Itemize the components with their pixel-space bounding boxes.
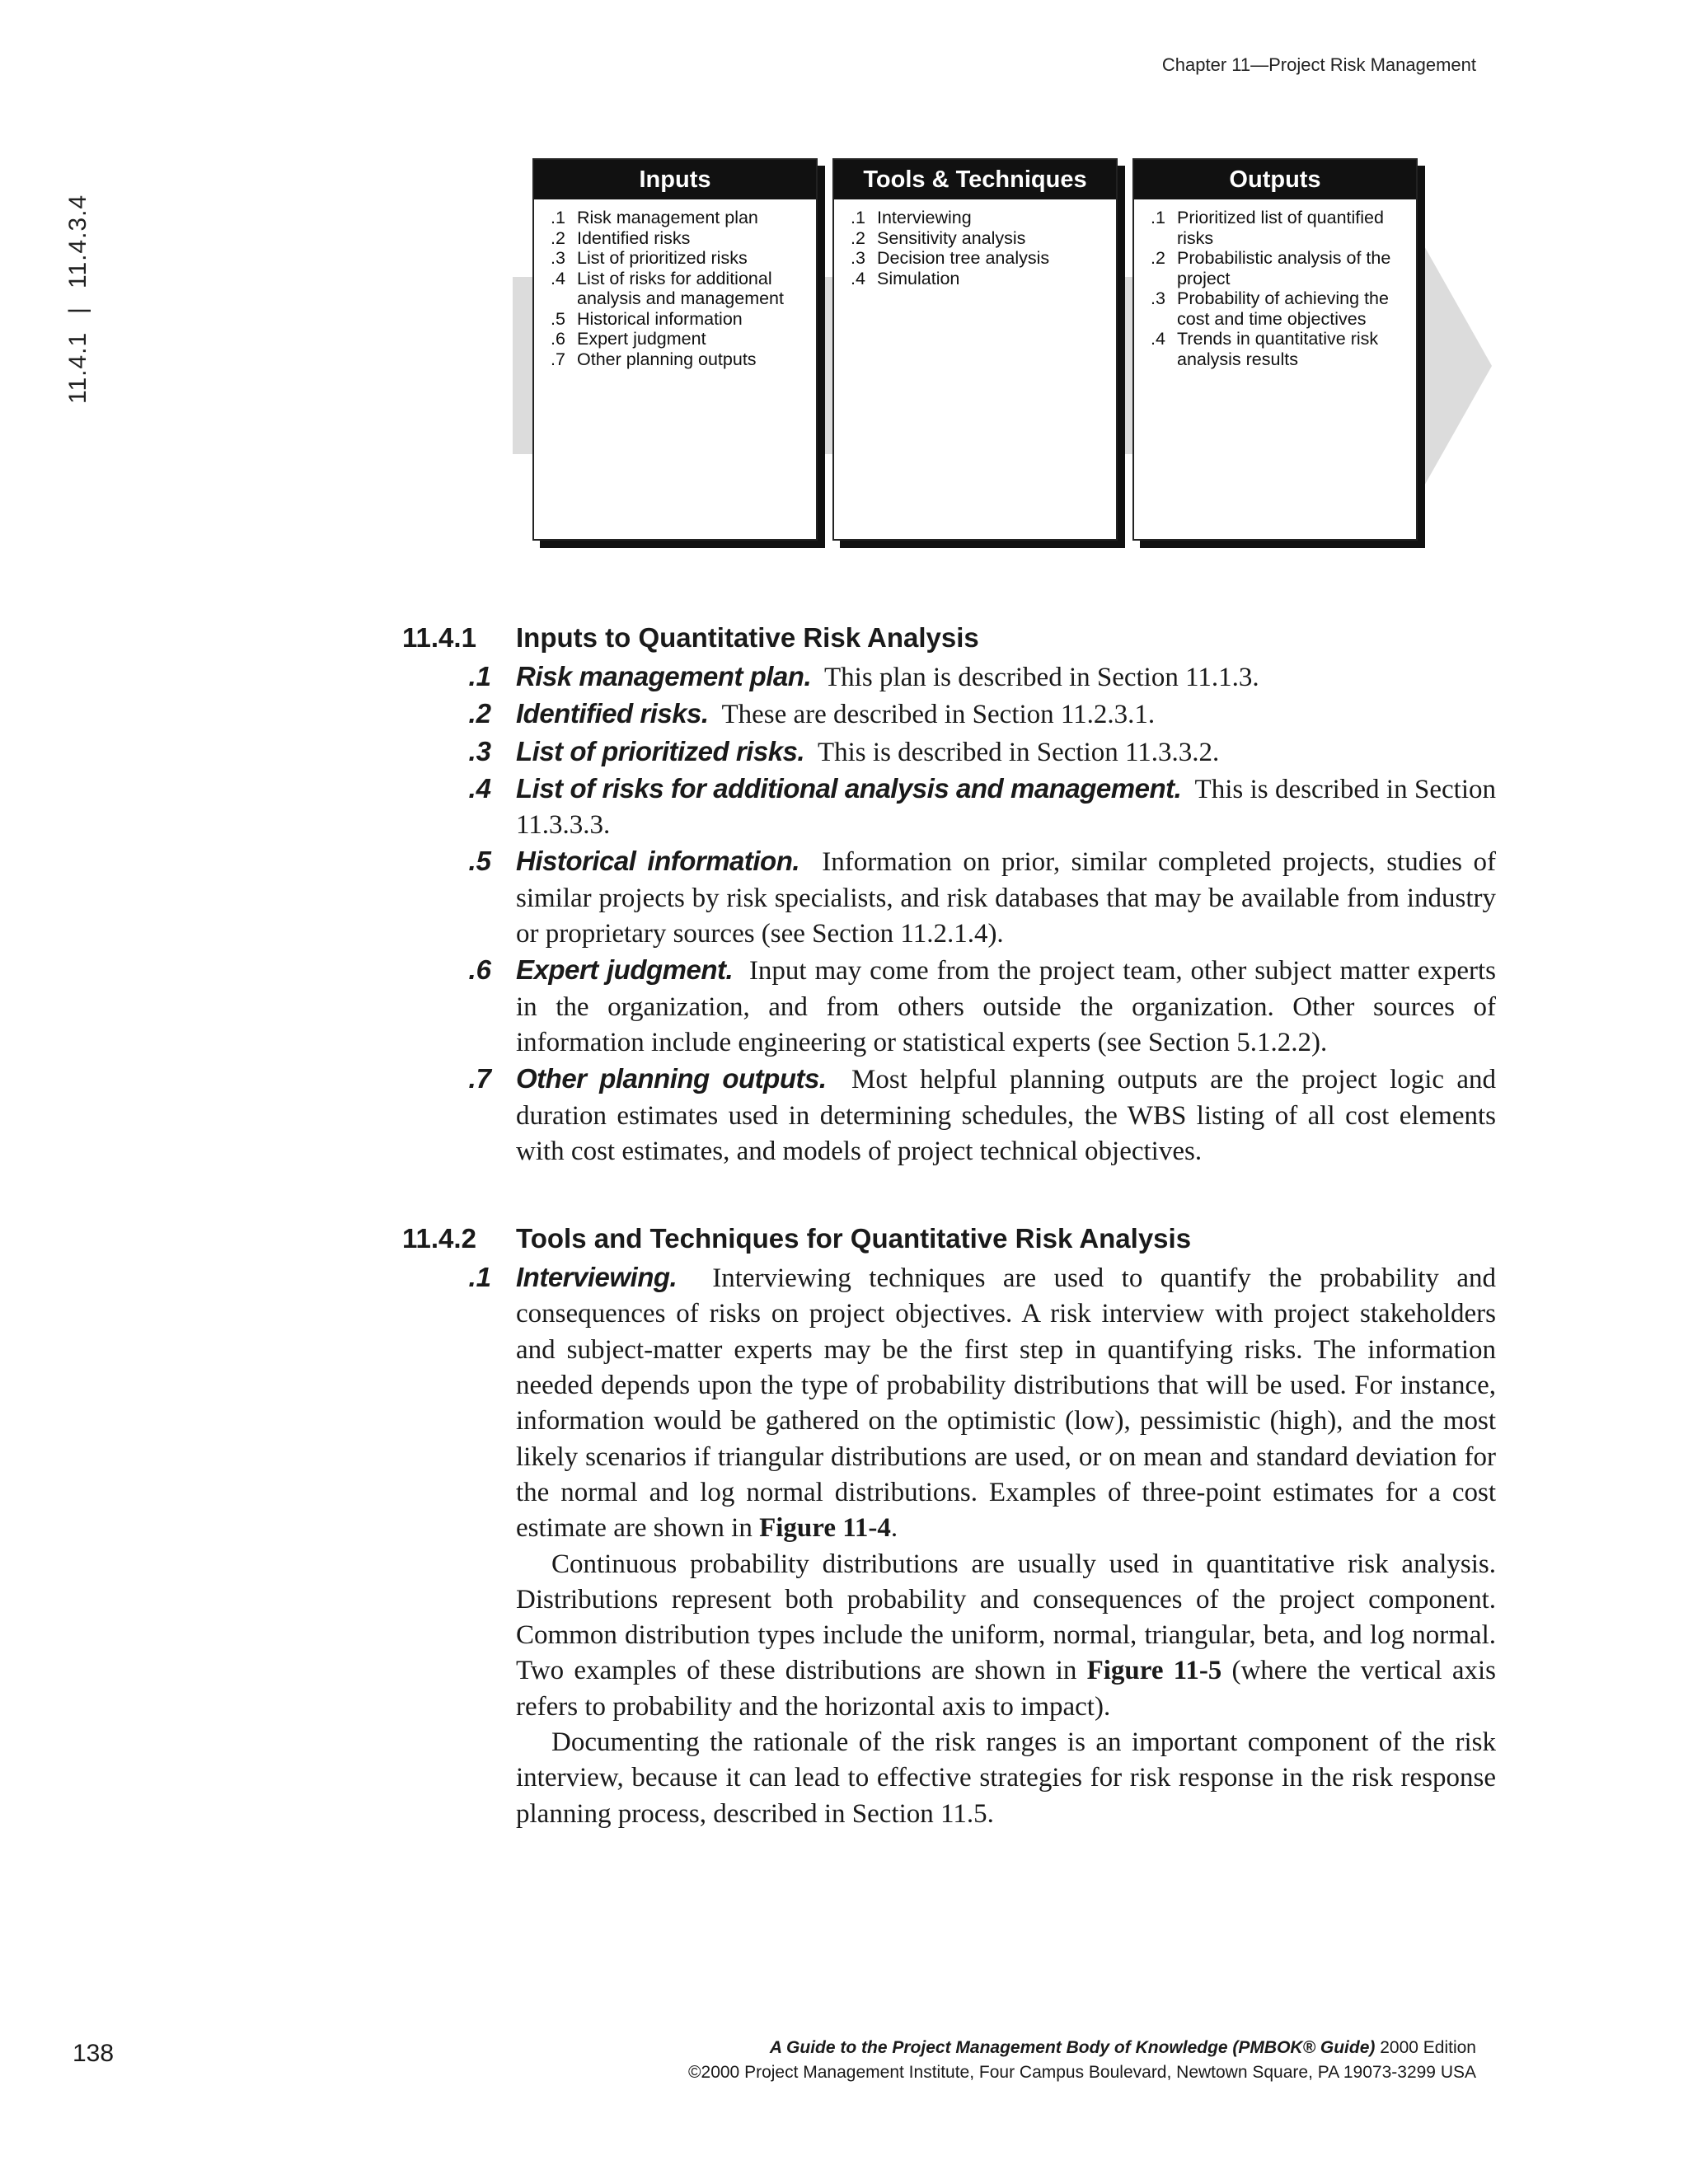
list-item: .2 Identified risks. These are described in Section 11.2.3.1. — [468, 698, 1156, 730]
list-item: .6 Expert judgment — [551, 329, 706, 349]
list-item: .5 Historical information — [551, 308, 743, 329]
tools-techniques-heading: Tools & Techniques — [834, 160, 1116, 199]
figure-reference: Figure 11-4 — [759, 1513, 891, 1544]
list-item: .7 Other planning outputs — [551, 349, 757, 369]
outputs-list — [1134, 199, 1416, 369]
paragraph: Documenting the rationale of the risk ranges is an important component of the risk interview, because it can lead to effective strategies for risk response in the risk response planning process, described in Section 11.5. — [516, 1727, 1496, 1829]
section-heading-tools: 11.4.2 Tools and Techniques for Quantitative Risk Analysis — [402, 1223, 1192, 1254]
tools-techniques-box — [832, 158, 1118, 541]
list-item: .3 Decision tree analysis — [851, 248, 1050, 268]
side-tab-start: 11.4.1 — [64, 331, 91, 404]
list-item: .4 Simulation — [851, 268, 960, 288]
side-section-tab — [64, 194, 92, 404]
footer-edition: 2000 Edition — [1375, 2038, 1476, 2057]
outputs-box — [1132, 158, 1418, 541]
inputs-box — [532, 158, 818, 541]
page-footer — [688, 2036, 1476, 2085]
flow-arrow-icon — [1419, 237, 1492, 494]
footer-copyright: ©2000 Project Management Institute, Four Campus Boulevard, Newtown Square, PA 19073-3299 USA — [688, 2063, 1476, 2082]
list-item: .3 List of prioritized risks. This is described in Section 11.3.3.2. — [468, 735, 1220, 767]
list-item: .1 Risk management plan — [551, 208, 758, 227]
list-item: .4 List of risks for additional analysis and management. This is described in Section 11.3.3.3. — [468, 772, 1497, 841]
paragraph: Continuous probability distributions are usually used in quantitative risk analysis. Distributions represent both probability and consequences of the project component. Common distribution types include the uniform, normal, triangular, beta, and log normal. Two examples of these distributions are shown in Figure 11-5 (where the vertical axis refers to probability and the horizontal axis to impact). — [516, 1549, 1496, 1722]
list-item: .2 Sensitivity analysis — [851, 227, 1026, 248]
list-item: .3 List of prioritized risks — [551, 248, 748, 268]
figure-reference: Figure 11-5 — [1086, 1656, 1222, 1686]
side-tab-end: 11.4.3.4 — [64, 194, 91, 289]
section-heading-inputs: 11.4.1 Inputs to Quantitative Risk Analysis — [402, 622, 979, 653]
side-tab-separator: | — [64, 307, 91, 314]
list-item: .2 Probabilistic analysis of the project — [1151, 248, 1391, 288]
process-diagram — [513, 155, 1493, 542]
inputs-list — [534, 199, 816, 369]
running-header: Chapter 11—Project Risk Management — [1161, 54, 1476, 75]
tools-list — [834, 199, 1116, 288]
list-item: .5 Historical information. Information on prior, similar completed projects, studies of similar projects by risk specialists, and risk databases that may be available from industry or proprietary sources (see Section 11.2.1.4). — [468, 846, 1496, 949]
list-item: .3 Probability of achieving the cost and time objectives — [1151, 288, 1389, 329]
inputs-heading: Inputs — [534, 160, 816, 199]
page-body — [402, 620, 1496, 1832]
list-item: .1 Interviewing. Interviewing techniques are used to quantify the probability and consequences of risks on project objectives. A risk interview with project stakeholders and subject-matter experts may be the first step in quantifying risks. The information needed depends upon the type of probability distributions that will be used. For instance, information would be gathered on the optimistic (low), pessimistic (high), and the most likely scenarios if triangular distributions are used, or on mean and standard deviation for the normal and log normal distributions. Examples of three-point estimates for a cost estimate are shown in Figure 11-4. — [468, 1262, 1497, 1544]
list-item: .2 Identified risks — [551, 227, 691, 248]
list-item: .7 Other planning outputs. Most helpful planning outputs are the project logic and duration estimates used in determining schedules, the WBS listing of all cost elements with cost estimates, and models of project technical objectives. — [468, 1063, 1496, 1166]
outputs-heading: Outputs — [1134, 160, 1416, 199]
list-item: .1 Risk management plan. This plan is described in Section 11.1.3. — [468, 661, 1259, 692]
list-item: .4 List of risks for additional analysis and management — [551, 268, 784, 308]
list-item: .1 Prioritized list of quantified risks — [1151, 208, 1384, 248]
footer-title: A Guide to the Project Management Body of Knowledge (PMBOK® Guide) — [769, 2038, 1376, 2057]
list-item: .1 Interviewing — [851, 208, 972, 227]
list-item: .6 Expert judgment. Input may come from the project team, other subject matter experts in the organization, and from others outside the organization. Other sources of information include engineering or statistical experts (see Section 5.1.2.2). — [468, 954, 1497, 1057]
list-item: .4 Trends in quantitative risk analysis results — [1151, 329, 1379, 369]
page-number: 138 — [73, 2040, 115, 2067]
